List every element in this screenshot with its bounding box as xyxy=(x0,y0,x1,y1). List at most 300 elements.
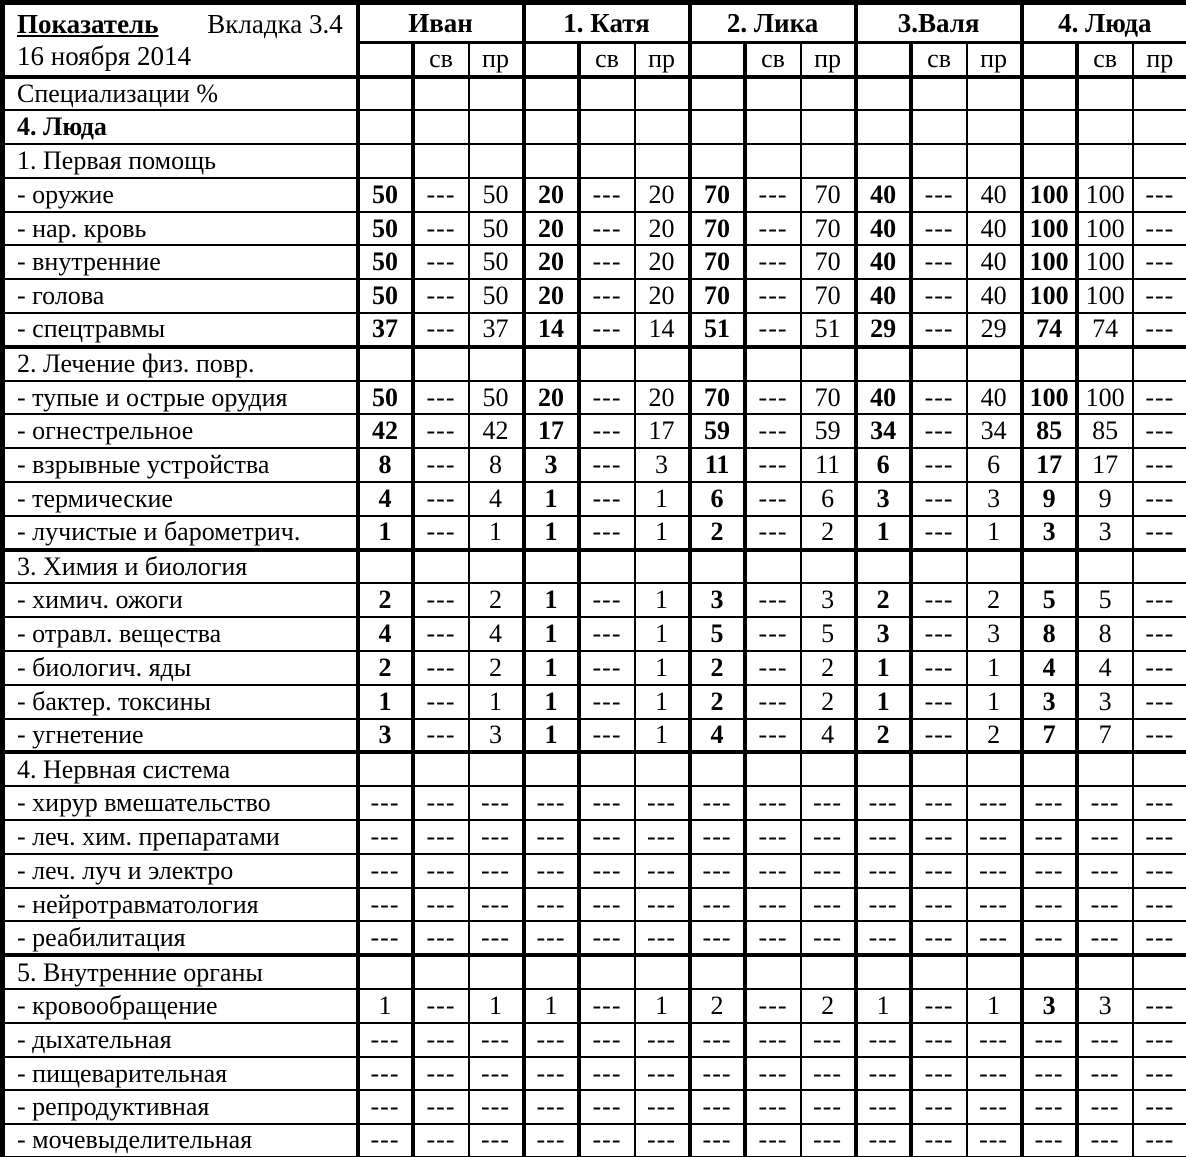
data-cell: 17 xyxy=(524,414,579,448)
data-cell xyxy=(745,347,801,381)
data-cell xyxy=(1022,955,1077,989)
table-row xyxy=(3,617,1186,651)
data-cell: --- xyxy=(1133,245,1186,279)
data-cell: 2 xyxy=(690,685,745,719)
data-cell xyxy=(1022,752,1077,786)
data-cell: 40 xyxy=(967,279,1022,313)
data-cell: --- xyxy=(801,888,856,922)
data-cell: 59 xyxy=(690,414,745,448)
data-cell: --- xyxy=(1133,516,1186,550)
data-cell: --- xyxy=(413,719,469,753)
data-cell: 1 xyxy=(635,617,690,651)
data-cell: --- xyxy=(358,1090,413,1124)
data-cell: --- xyxy=(745,212,801,246)
data-cell: 2 xyxy=(469,651,524,685)
data-cell: 1 xyxy=(524,651,579,685)
data-cell: --- xyxy=(579,482,635,516)
data-cell: --- xyxy=(1133,651,1186,685)
subcol-header-blank xyxy=(524,43,579,77)
data-cell: --- xyxy=(413,888,469,922)
data-cell: 85 xyxy=(1022,414,1077,448)
data-cell xyxy=(524,347,579,381)
data-cell: --- xyxy=(856,854,911,888)
data-cell: --- xyxy=(579,381,635,415)
data-cell: --- xyxy=(911,786,967,820)
data-cell: --- xyxy=(801,1124,856,1157)
data-cell: 1 xyxy=(358,989,413,1023)
data-cell xyxy=(1022,110,1077,144)
data-cell: --- xyxy=(745,989,801,1023)
data-cell: 17 xyxy=(635,414,690,448)
data-cell: 50 xyxy=(469,279,524,313)
data-cell xyxy=(967,550,1022,584)
table-row xyxy=(3,347,1186,381)
data-cell: 4 xyxy=(358,482,413,516)
data-cell: --- xyxy=(911,854,967,888)
data-cell: --- xyxy=(1077,921,1133,955)
data-cell xyxy=(1022,550,1077,584)
data-cell: 6 xyxy=(690,482,745,516)
data-cell xyxy=(1077,347,1133,381)
data-cell: 29 xyxy=(967,313,1022,347)
data-cell: --- xyxy=(579,313,635,347)
data-cell: --- xyxy=(469,786,524,820)
data-cell: 4 xyxy=(358,617,413,651)
data-cell: --- xyxy=(967,888,1022,922)
table-row xyxy=(3,482,1186,516)
data-cell: --- xyxy=(579,1057,635,1091)
data-cell: --- xyxy=(413,212,469,246)
table-row xyxy=(3,516,1186,550)
row-label: - голова xyxy=(3,279,358,313)
data-cell: --- xyxy=(690,854,745,888)
data-cell xyxy=(413,347,469,381)
data-cell: 74 xyxy=(1077,313,1133,347)
data-cell: 6 xyxy=(967,448,1022,482)
data-cell: 2 xyxy=(967,583,1022,617)
data-cell: 50 xyxy=(358,212,413,246)
header-tab-ref: Вкладка 3.4 xyxy=(207,9,343,40)
data-cell: --- xyxy=(690,1023,745,1057)
group-header-katya: 1. Катя xyxy=(524,3,690,43)
data-cell: 50 xyxy=(469,245,524,279)
data-cell: --- xyxy=(1133,1023,1186,1057)
data-cell: 7 xyxy=(1077,719,1133,753)
data-cell xyxy=(413,110,469,144)
data-cell: --- xyxy=(911,921,967,955)
data-cell: 74 xyxy=(1022,313,1077,347)
data-cell: 1 xyxy=(469,989,524,1023)
data-cell xyxy=(967,77,1022,111)
data-cell: --- xyxy=(1133,719,1186,753)
table-row xyxy=(3,313,1186,347)
data-cell: 1 xyxy=(635,719,690,753)
data-cell: 20 xyxy=(524,212,579,246)
data-cell: --- xyxy=(413,1057,469,1091)
data-cell: --- xyxy=(1133,313,1186,347)
data-cell: --- xyxy=(745,685,801,719)
data-cell: 3 xyxy=(635,448,690,482)
data-cell xyxy=(801,110,856,144)
data-cell: 70 xyxy=(690,381,745,415)
data-cell: 3 xyxy=(856,482,911,516)
data-cell: --- xyxy=(1133,448,1186,482)
data-cell: --- xyxy=(911,414,967,448)
data-cell: 3 xyxy=(690,583,745,617)
data-cell xyxy=(579,77,635,111)
data-cell: --- xyxy=(690,820,745,854)
data-cell: --- xyxy=(745,888,801,922)
data-cell xyxy=(358,144,413,178)
data-cell xyxy=(358,955,413,989)
subcol-header-pr: пр xyxy=(801,43,856,77)
data-cell xyxy=(856,347,911,381)
data-cell xyxy=(413,77,469,111)
row-label: - леч. хим. препаратами xyxy=(3,820,358,854)
data-cell: --- xyxy=(413,448,469,482)
data-cell xyxy=(413,550,469,584)
data-cell: --- xyxy=(524,1057,579,1091)
data-cell xyxy=(579,110,635,144)
row-label: - спецтравмы xyxy=(3,313,358,347)
data-cell xyxy=(1133,752,1186,786)
data-cell: --- xyxy=(911,313,967,347)
data-cell xyxy=(579,144,635,178)
subcol-header-sv: св xyxy=(413,43,469,77)
data-cell: --- xyxy=(911,245,967,279)
data-cell xyxy=(635,144,690,178)
data-cell: 70 xyxy=(690,279,745,313)
table-row xyxy=(3,989,1186,1023)
data-cell: --- xyxy=(745,1124,801,1157)
data-cell: --- xyxy=(1077,1090,1133,1124)
data-cell: 42 xyxy=(469,414,524,448)
header-title: Показатель xyxy=(17,9,159,40)
data-cell: --- xyxy=(911,448,967,482)
data-cell: --- xyxy=(745,414,801,448)
data-cell: 5 xyxy=(1077,583,1133,617)
data-cell: 1 xyxy=(469,516,524,550)
data-cell: --- xyxy=(690,1124,745,1157)
data-cell: --- xyxy=(1077,854,1133,888)
data-cell: 20 xyxy=(524,381,579,415)
data-cell xyxy=(358,347,413,381)
data-cell: --- xyxy=(358,1057,413,1091)
data-cell xyxy=(1077,955,1133,989)
subcol-header-pr: пр xyxy=(1133,43,1186,77)
data-cell xyxy=(745,550,801,584)
table-row xyxy=(3,786,1186,820)
data-cell: 70 xyxy=(801,212,856,246)
data-cell: 9 xyxy=(1077,482,1133,516)
data-cell: 40 xyxy=(967,381,1022,415)
data-cell: --- xyxy=(801,1023,856,1057)
data-cell: --- xyxy=(1077,1124,1133,1157)
data-cell: --- xyxy=(745,820,801,854)
data-cell: 40 xyxy=(856,245,911,279)
data-cell xyxy=(635,752,690,786)
table-row xyxy=(3,144,1186,178)
data-cell: 20 xyxy=(524,245,579,279)
data-cell: 8 xyxy=(358,448,413,482)
row-label: - дыхательная xyxy=(3,1023,358,1057)
row-label: - пищеварительная xyxy=(3,1057,358,1091)
table-row xyxy=(3,77,1186,111)
data-cell: 14 xyxy=(524,313,579,347)
data-cell: --- xyxy=(358,820,413,854)
data-cell: 17 xyxy=(1077,448,1133,482)
data-cell: --- xyxy=(801,820,856,854)
data-cell: 1 xyxy=(358,685,413,719)
table-header xyxy=(3,3,1186,77)
data-cell xyxy=(413,752,469,786)
data-cell: 3 xyxy=(1022,516,1077,550)
data-cell: 70 xyxy=(801,245,856,279)
data-cell: --- xyxy=(1133,414,1186,448)
data-cell: --- xyxy=(469,1023,524,1057)
data-cell xyxy=(524,550,579,584)
data-cell xyxy=(856,550,911,584)
data-cell: --- xyxy=(1022,1124,1077,1157)
data-cell: 4 xyxy=(1077,651,1133,685)
data-cell: --- xyxy=(413,651,469,685)
group-header-lika: 2. Лика xyxy=(690,3,856,43)
data-cell xyxy=(690,77,745,111)
data-cell: 100 xyxy=(1077,279,1133,313)
data-cell: --- xyxy=(1022,1090,1077,1124)
data-cell: 70 xyxy=(690,178,745,212)
data-cell: --- xyxy=(911,989,967,1023)
data-cell: --- xyxy=(579,516,635,550)
row-label: - биологич. яды xyxy=(3,651,358,685)
data-cell: --- xyxy=(413,786,469,820)
data-cell: --- xyxy=(911,1124,967,1157)
data-cell: --- xyxy=(469,820,524,854)
data-cell: --- xyxy=(413,313,469,347)
row-label: - отравл. вещества xyxy=(3,617,358,651)
row-label: - внутренние xyxy=(3,245,358,279)
data-cell: 5 xyxy=(801,617,856,651)
data-cell: --- xyxy=(801,1057,856,1091)
data-cell: --- xyxy=(1133,1124,1186,1157)
row-label: - хирур вмешательство xyxy=(3,786,358,820)
data-cell: --- xyxy=(358,921,413,955)
data-cell xyxy=(690,955,745,989)
table-row xyxy=(3,279,1186,313)
data-cell xyxy=(967,347,1022,381)
data-cell xyxy=(524,955,579,989)
table-row xyxy=(3,854,1186,888)
table-row xyxy=(3,685,1186,719)
data-cell: --- xyxy=(967,1023,1022,1057)
row-label: 2. Лечение физ. повр. xyxy=(3,347,358,381)
data-cell: --- xyxy=(1133,178,1186,212)
data-cell xyxy=(635,955,690,989)
data-cell: --- xyxy=(1133,786,1186,820)
data-cell: 40 xyxy=(967,212,1022,246)
data-cell: --- xyxy=(745,245,801,279)
data-cell: 70 xyxy=(690,245,745,279)
data-cell: --- xyxy=(856,820,911,854)
data-cell xyxy=(635,347,690,381)
data-cell: 40 xyxy=(856,381,911,415)
data-cell xyxy=(856,144,911,178)
data-cell: 6 xyxy=(801,482,856,516)
data-cell xyxy=(690,347,745,381)
table-row xyxy=(3,1057,1186,1091)
subcol-header-blank xyxy=(856,43,911,77)
data-cell xyxy=(524,144,579,178)
data-cell: 2 xyxy=(358,583,413,617)
data-cell: 1 xyxy=(856,651,911,685)
group-header-row xyxy=(3,3,1186,43)
data-cell: --- xyxy=(469,888,524,922)
data-cell xyxy=(1133,144,1186,178)
data-cell: 4 xyxy=(469,617,524,651)
data-cell: 1 xyxy=(856,989,911,1023)
data-cell xyxy=(469,550,524,584)
data-cell: --- xyxy=(579,448,635,482)
data-cell xyxy=(967,752,1022,786)
data-cell: 2 xyxy=(967,719,1022,753)
data-cell: --- xyxy=(413,617,469,651)
data-cell: --- xyxy=(413,516,469,550)
data-cell: --- xyxy=(745,1023,801,1057)
subcol-header-sv: св xyxy=(911,43,967,77)
data-cell xyxy=(911,110,967,144)
data-cell: --- xyxy=(358,888,413,922)
data-cell: 3 xyxy=(1022,989,1077,1023)
data-cell xyxy=(690,752,745,786)
data-cell: --- xyxy=(1133,212,1186,246)
data-cell: --- xyxy=(856,1057,911,1091)
data-cell: --- xyxy=(358,1124,413,1157)
data-cell: 5 xyxy=(1022,583,1077,617)
data-cell: 1 xyxy=(524,685,579,719)
data-cell: --- xyxy=(745,786,801,820)
data-cell xyxy=(1133,955,1186,989)
data-cell: --- xyxy=(745,178,801,212)
table-row xyxy=(3,752,1186,786)
row-label: - угнетение xyxy=(3,719,358,753)
data-cell: --- xyxy=(469,1057,524,1091)
data-cell: --- xyxy=(579,989,635,1023)
data-cell: 50 xyxy=(358,245,413,279)
data-cell: --- xyxy=(967,854,1022,888)
data-cell: 37 xyxy=(469,313,524,347)
data-cell: 70 xyxy=(801,381,856,415)
data-cell xyxy=(911,347,967,381)
data-cell: --- xyxy=(911,820,967,854)
data-cell: --- xyxy=(1133,989,1186,1023)
data-cell: --- xyxy=(635,820,690,854)
data-cell: 1 xyxy=(524,482,579,516)
data-cell: --- xyxy=(745,854,801,888)
data-cell: 1 xyxy=(469,685,524,719)
data-cell: --- xyxy=(745,516,801,550)
data-cell: --- xyxy=(911,685,967,719)
data-cell: --- xyxy=(745,719,801,753)
data-cell: --- xyxy=(967,1057,1022,1091)
data-cell: --- xyxy=(690,1057,745,1091)
data-cell: 3 xyxy=(524,448,579,482)
data-cell: 37 xyxy=(358,313,413,347)
data-cell xyxy=(745,955,801,989)
data-cell: --- xyxy=(469,854,524,888)
data-cell: 51 xyxy=(801,313,856,347)
data-cell: 34 xyxy=(967,414,1022,448)
data-cell: 3 xyxy=(469,719,524,753)
row-label: 4. Люда xyxy=(3,110,358,144)
data-cell: --- xyxy=(635,854,690,888)
row-label: - тупые и острые орудия xyxy=(3,381,358,415)
data-cell: 20 xyxy=(635,245,690,279)
row-label: - репродуктивная xyxy=(3,1090,358,1124)
data-cell: --- xyxy=(911,1023,967,1057)
data-cell: 2 xyxy=(690,989,745,1023)
data-cell: --- xyxy=(690,1090,745,1124)
data-cell xyxy=(469,144,524,178)
data-cell xyxy=(856,955,911,989)
data-cell: --- xyxy=(1077,1023,1133,1057)
table-row xyxy=(3,820,1186,854)
data-cell: --- xyxy=(635,921,690,955)
data-cell xyxy=(524,110,579,144)
row-label: 4. Нервная система xyxy=(3,752,358,786)
data-cell: --- xyxy=(1022,820,1077,854)
data-cell xyxy=(911,550,967,584)
data-cell: --- xyxy=(911,178,967,212)
data-cell xyxy=(358,752,413,786)
data-cell xyxy=(1077,550,1133,584)
data-cell: --- xyxy=(635,1124,690,1157)
data-cell xyxy=(745,77,801,111)
data-cell: --- xyxy=(413,1023,469,1057)
data-cell xyxy=(1022,77,1077,111)
data-cell: --- xyxy=(413,279,469,313)
data-cell xyxy=(856,77,911,111)
data-cell: 3 xyxy=(1077,516,1133,550)
row-label: 5. Внутренние органы xyxy=(3,955,358,989)
data-cell: --- xyxy=(579,1090,635,1124)
data-cell xyxy=(579,955,635,989)
data-cell: 50 xyxy=(358,381,413,415)
data-cell: --- xyxy=(856,786,911,820)
data-cell: 1 xyxy=(524,583,579,617)
data-cell: --- xyxy=(1133,888,1186,922)
data-cell: --- xyxy=(1077,820,1133,854)
data-cell: --- xyxy=(413,854,469,888)
data-cell: 2 xyxy=(469,583,524,617)
data-cell: --- xyxy=(690,786,745,820)
table-row xyxy=(3,651,1186,685)
data-cell: --- xyxy=(1022,786,1077,820)
data-cell: 100 xyxy=(1022,279,1077,313)
data-cell: --- xyxy=(745,617,801,651)
data-cell: --- xyxy=(524,888,579,922)
data-cell xyxy=(1133,77,1186,111)
data-cell: --- xyxy=(1133,617,1186,651)
table-row xyxy=(3,1023,1186,1057)
row-label: - термические xyxy=(3,482,358,516)
data-cell: --- xyxy=(745,448,801,482)
data-cell: 40 xyxy=(856,178,911,212)
data-cell: --- xyxy=(856,888,911,922)
data-cell: 20 xyxy=(524,178,579,212)
row-label: - огнестрельное xyxy=(3,414,358,448)
data-cell: --- xyxy=(1133,854,1186,888)
data-cell: --- xyxy=(579,888,635,922)
